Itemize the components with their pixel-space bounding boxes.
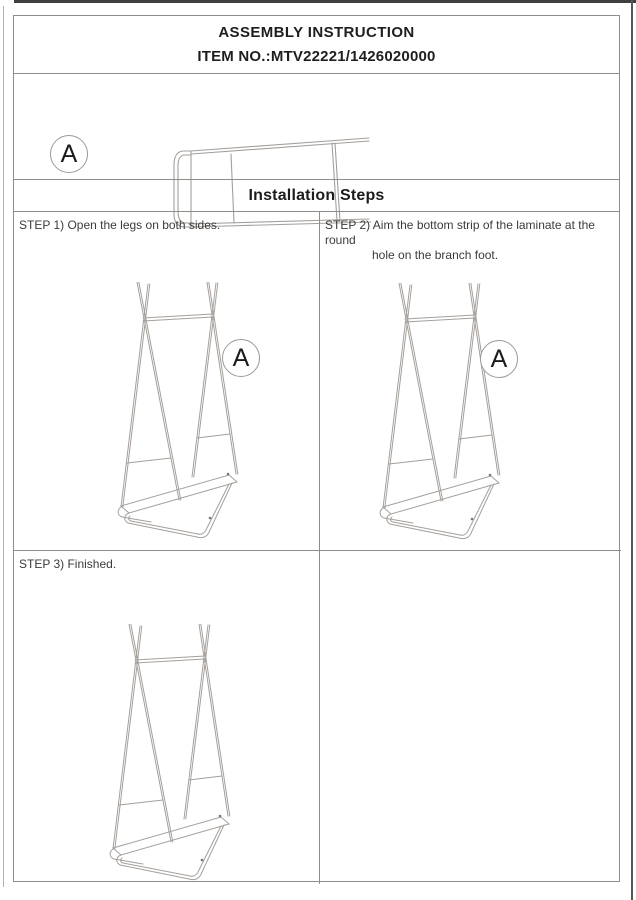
empty-cell: [319, 550, 621, 884]
step1-part-a-circle: [222, 339, 260, 377]
step2-text-line2: hole on the branch foot.: [372, 248, 499, 262]
installation-steps-title: Installation Steps: [248, 186, 385, 204]
scan-edge-right: [631, 0, 633, 900]
rack-diagram-step3: [109, 624, 235, 882]
step3-text: STEP 3) Finished.: [19, 557, 117, 571]
page-border-left: [3, 6, 4, 887]
installation-steps-header: [14, 179, 619, 211]
rack-diagram-step2: [379, 283, 505, 541]
step1-part-a-letter: A: [232, 343, 250, 372]
scan-edge-top: [14, 0, 636, 3]
rack-diagram-step1: [117, 282, 243, 540]
instruction-table: [13, 15, 620, 882]
step2-part-a-circle: [480, 340, 518, 378]
part-cell: [14, 73, 619, 179]
item-number: ITEM NO.:MTV22221/1426020000: [197, 48, 436, 66]
part-a-label-circle: [50, 135, 88, 173]
step1-text: STEP 1) Open the legs on both sides.: [19, 218, 221, 232]
step2-part-a-letter: A: [490, 344, 508, 373]
header-cell: [14, 16, 619, 73]
document-title: ASSEMBLY INSTRUCTION: [218, 23, 415, 41]
part-a-letter: A: [60, 139, 78, 168]
steps-grid: [14, 211, 619, 883]
step2-text: [320, 212, 621, 263]
step2-text-line1: STEP 2) Aim the bottom strip of the laminate at the round: [325, 218, 595, 247]
